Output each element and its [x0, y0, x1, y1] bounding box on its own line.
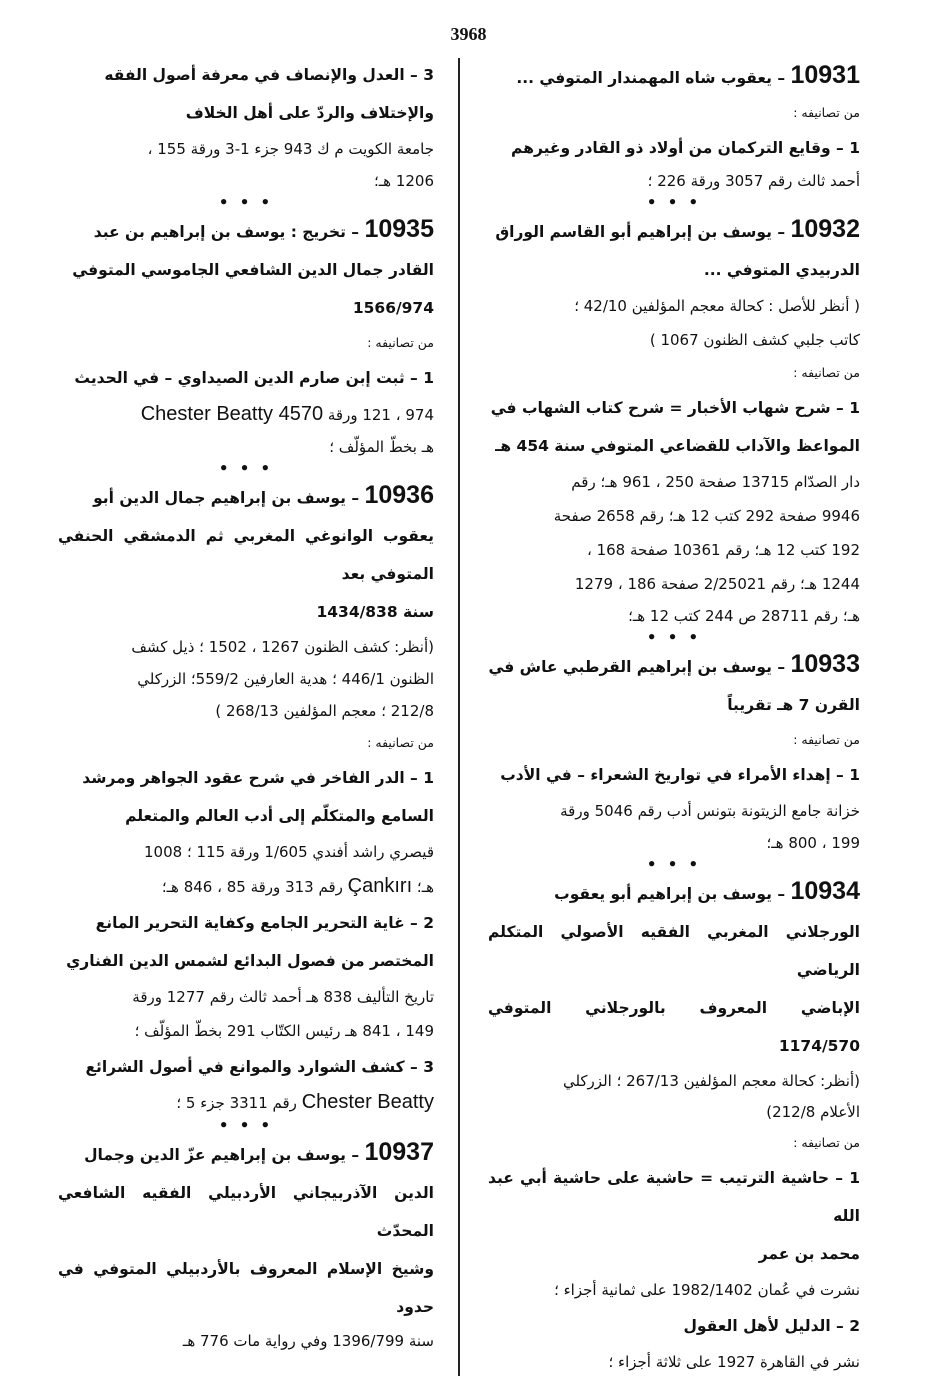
work-title-cont: المختصر من فصول البدائع لشمس الدين الفناري	[66, 952, 434, 970]
work-title: 3 – كشف الشوارد والموانع في أصول الشرائع	[85, 1058, 434, 1076]
works-label: من تصانيفه :	[367, 335, 434, 350]
entry-reference: 212/8 ؛ معجم المؤلفين 268/13 )	[215, 702, 434, 720]
entry-title-cont: سنة 1434/838	[316, 603, 434, 621]
entry-title-cont: الورجلاني المغربي الفقيه الأصولي المتكلم الرياضي	[488, 923, 860, 979]
entry-number: 10936	[364, 481, 434, 509]
work-reference-text: رقم 3311 جزء 5 ؛	[176, 1094, 297, 1112]
entry-title-cont: الإباضي المعروف بالورجلاني المتوفي 1174/570	[488, 999, 860, 1055]
work-title-cont: السامع والمتكلّم إلى أدب العالم والمتعلم	[125, 807, 434, 825]
work-reference: تاريخ التأليف 838 هـ أحمد ثالث رقم 1277 ورقة	[132, 988, 434, 1006]
entry-title	[488, 872, 860, 913]
separator: • • •	[646, 855, 702, 873]
entry-10934	[488, 872, 860, 1379]
entry-title	[488, 645, 860, 686]
entry-10933	[488, 645, 860, 872]
works-label: من تصانيفه :	[793, 732, 860, 747]
entry-number: 10932	[790, 215, 860, 243]
work-reference-text: رقم 313 ورقة 85 ، 846 هـ؛	[161, 878, 343, 896]
entry-title	[488, 56, 860, 97]
collection-name: Çankırı	[347, 875, 413, 897]
entry-10937	[58, 1133, 434, 1356]
work-reference: هـ بخطّ المؤلّف ؛	[329, 438, 434, 456]
entry-title-cont: الدين الآذربيجاني الأردبيلي الفقيه الشافعي المحدّث	[58, 1184, 434, 1240]
entry-title-text: – يوسف بن إبراهيم أبو القاسم الوراق	[495, 223, 791, 241]
entry-title-cont: يعقوب الوانوغي المغربي ثم الدمشقي الحنفي المتوفي بعد	[58, 527, 434, 583]
right-column	[488, 56, 860, 1379]
work-title-cont: المواعظ والآداب للقضاعي المتوفي سنة 454 هـ	[495, 437, 860, 455]
entry-number: 10931	[790, 61, 860, 89]
entry-title-cont: القادر جمال الدين الشافعي الجاموسي المتوفي	[72, 261, 434, 279]
entry-title-text: – يوسف بن إبراهيم عزّ الدين وجمال	[84, 1146, 365, 1164]
entry-title	[58, 210, 434, 251]
works-label: من تصانيفه :	[793, 105, 860, 120]
entry-reference: الأعلام 212/8)	[766, 1103, 860, 1121]
entry-title-text: – يعقوب شاه المهمندار المتوفي ...	[516, 69, 791, 87]
work-title: 1 – إهداء الأمراء في تواريخ الشعراء – في الأدب	[500, 766, 860, 784]
work-title-cont: محمد بن عمر	[758, 1245, 860, 1263]
work-reference: 1206 هـ؛	[373, 172, 434, 190]
collection-name: Chester Beatty	[301, 1091, 434, 1113]
work-reference: 199 ، 800 هـ؛	[766, 834, 860, 852]
entry-10932	[488, 210, 860, 645]
entry-number: 10935	[364, 215, 434, 243]
work-reference: 192 كتب 12 هـ؛ رقم 10361 صفحة 168 ،	[586, 541, 860, 559]
work-reference: أحمد ثالث رقم 3057 ورقة 226 ؛	[647, 172, 860, 190]
entry-title-cont: سنة 1396/799 وفي رواية مات 776 هـ	[182, 1332, 434, 1350]
entry-title-text: – يوسف بن إبراهيم أبو يعقوب	[554, 885, 791, 903]
entry-title-cont: الدربيدي المتوفي ...	[703, 261, 860, 279]
work-reference	[58, 1086, 434, 1119]
works-label: من تصانيفه :	[793, 365, 860, 380]
work-title: 1 – ثبت إبن صارم الدين الصيداوي – في الحديث	[74, 369, 434, 387]
work-reference	[58, 869, 434, 904]
entry-reference: كاتب جلبي كشف الظنون 1067 )	[649, 331, 860, 349]
entry-number: 10937	[364, 1138, 434, 1166]
work-title: 2 – غاية التحرير الجامع وكفاية التحرير المانع	[95, 914, 434, 932]
entry-10935	[58, 210, 434, 476]
work-title: 2 – الدليل لأهل العقول	[683, 1317, 860, 1335]
work-reference: 149 ، 841 هـ رئيس الكتّاب 291 بخطّ المؤلّف ؛	[134, 1022, 434, 1040]
entry-title-text: – يوسف بن إبراهيم القرطبي عاش في	[488, 658, 791, 676]
work-reference-text: هـ؛	[416, 878, 434, 896]
work-reference	[58, 397, 434, 432]
work-reference: قيصري راشد أفندي 1/605 ورقة 115 ؛ 1008	[144, 843, 434, 861]
entry-number: 10934	[790, 877, 860, 905]
entry-title-cont: القرن 7 هـ تقريباً	[727, 696, 860, 714]
entry-10931	[488, 56, 860, 210]
collection-name: Chester Beatty 4570	[140, 403, 324, 425]
entry-reference: (أنظر: كحالة معجم المؤلفين 267/13 ؛ الزركلي	[562, 1072, 860, 1090]
entry-title	[488, 210, 860, 251]
separator: • • •	[218, 459, 274, 477]
work-title: 1 – وقايع التركمان من أولاد ذو القادر وغيرهم	[511, 139, 860, 157]
entry-10934-continued	[58, 56, 434, 210]
work-reference: نشر في القاهرة 1927 على ثلاثة أجزاء ؛	[608, 1353, 860, 1371]
entry-title	[58, 476, 434, 517]
separator: • • •	[218, 1116, 274, 1134]
work-reference: نشرت في عُمان 1982/1402 على ثمانية أجزاء ؛	[554, 1281, 860, 1299]
work-reference: هـ؛ رقم 28711 ص 244 كتب 12 هـ؛	[628, 607, 860, 625]
work-reference-text: 974 ، 121 ورقة	[327, 406, 434, 424]
separator: • • •	[646, 193, 702, 211]
entry-title-cont: 1566/974	[352, 299, 434, 317]
work-reference: دار الصدّام 13715 صفحة 250 ، 961 هـ؛ رقم	[571, 473, 860, 491]
work-reference: 9946 صفحة 292 كتب 12 هـ؛ رقم 2658 صفحة	[553, 507, 860, 525]
work-title: 1 – الدر الفاخر في شرح عقود الجواهر ومرشد	[82, 769, 434, 787]
entry-reference: الظنون 446/1 ؛ هدية العارفين 559/2؛ الزركلي	[137, 670, 434, 688]
work-reference: جامعة الكويت م ك 943 جزء 1-3 ورقة 155 ،	[147, 140, 434, 158]
entry-title-text: – تخريج : يوسف بن إبراهيم بن عبد	[93, 223, 365, 241]
separator: • • •	[218, 193, 274, 211]
column-divider	[458, 58, 460, 1376]
page-number: 3968	[450, 24, 487, 44]
entry-title-text: – يوسف بن إبراهيم جمال الدين أبو	[93, 489, 365, 507]
work-title: 1 – حاشية الترتيب = حاشية على حاشية أبي عبد الله	[488, 1169, 860, 1225]
entry-reference: ( أنظر للأصل : كحالة معجم المؤلفين 42/10 ؛	[574, 297, 860, 315]
work-title-cont: والإختلاف والردّ على أهل الخلاف	[185, 104, 434, 122]
work-reference: 1244 هـ؛ رقم 2/25021 صفحة 186 ، 1279	[574, 575, 860, 593]
entry-number: 10933	[790, 650, 860, 678]
entry-title-cont: وشيخ الإسلام المعروف بالأردبيلي المتوفي في حدود	[58, 1260, 434, 1316]
works-label: من تصانيفه :	[793, 1135, 860, 1150]
left-column	[58, 56, 434, 1356]
works-label: من تصانيفه :	[367, 735, 434, 750]
separator: • • •	[646, 628, 702, 646]
work-title: 3 – العدل والإنصاف في معرفة أصول الفقه	[104, 66, 434, 84]
work-title: 1 – شرح شهاب الأخبار = شرح كتاب الشهاب في	[490, 399, 860, 417]
entry-reference: (أنظر: كشف الظنون 1267 ، 1502 ؛ ذيل كشف	[131, 638, 434, 656]
entry-10936	[58, 476, 434, 1133]
work-reference: خزانة جامع الزيتونة بتونس أدب رقم 5046 ورقة	[560, 802, 860, 820]
entry-title	[58, 1133, 434, 1174]
